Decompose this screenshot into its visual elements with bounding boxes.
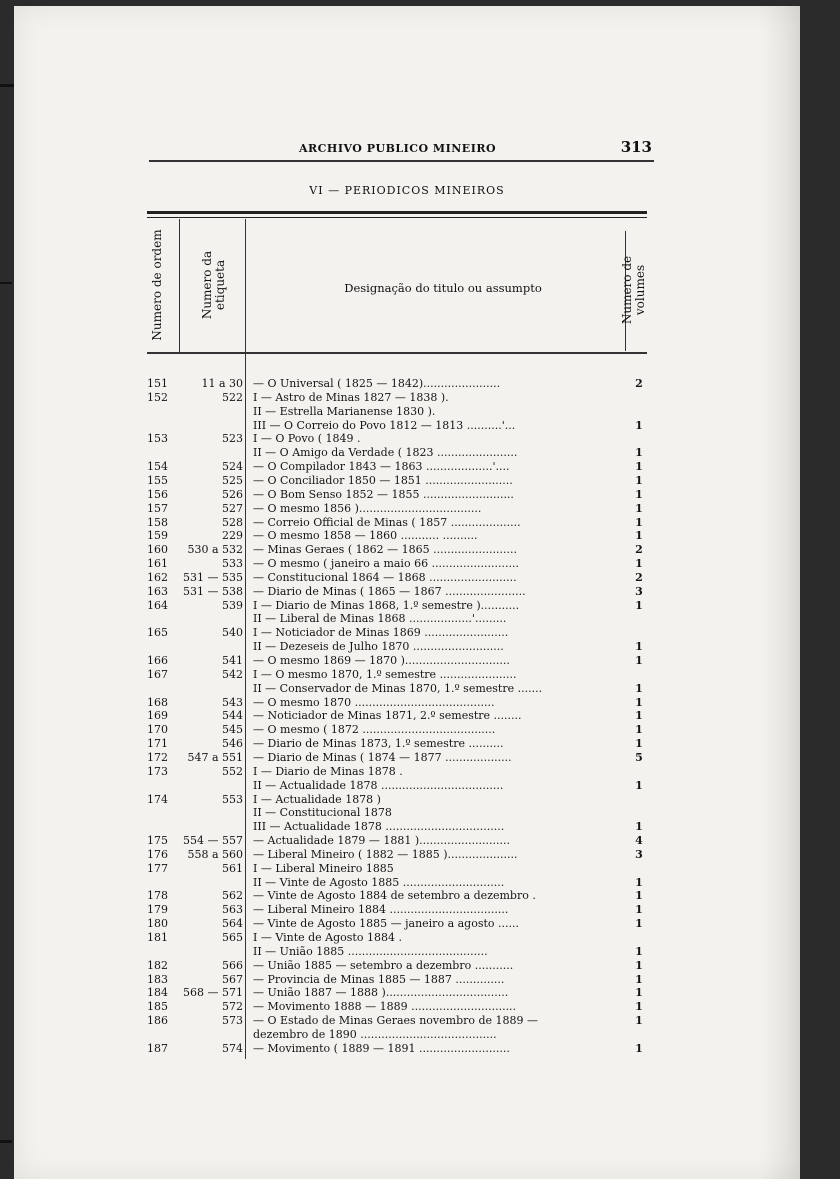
table-row (135, 640, 646, 654)
document-page (14, 6, 800, 1179)
numero-ordem: 172 (147, 750, 168, 764)
table-row (135, 599, 646, 613)
numero-etiqueta: 542 (222, 667, 243, 681)
table-row (135, 876, 646, 890)
numero-etiqueta: 528 (222, 515, 243, 529)
numero-ordem: 163 (147, 584, 168, 598)
designacao: II — O Amigo da Verdade ( 1823 ....................... (253, 446, 518, 460)
designacao: — Actualidade 1879 — 1881 ).......................... (253, 834, 511, 848)
table-row (135, 737, 646, 751)
numero-volumes: 2 (635, 377, 643, 390)
numero-ordem: 186 (147, 1014, 168, 1028)
table-row (135, 848, 646, 862)
designacao: — Liberal Mineiro ( 1882 — 1885 ).................... (253, 847, 518, 861)
numero-ordem: 180 (147, 917, 168, 931)
designacao: — União 1885 — setembro a dezembro ........... (253, 958, 514, 972)
numero-ordem: 159 (147, 529, 168, 543)
numero-etiqueta: 546 (222, 737, 243, 751)
numero-ordem: 165 (147, 626, 168, 640)
numero-ordem: 184 (147, 986, 168, 1000)
numero-volumes: 1 (635, 1014, 643, 1028)
numero-volumes: 3 (635, 584, 643, 598)
designacao: — Diario de Minas ( 1874 — 1877 ................... (253, 750, 512, 764)
designacao: — Diario de Minas ( 1865 — 1867 ....................... (253, 584, 526, 598)
numero-ordem: 187 (147, 1041, 168, 1055)
numero-volumes: 2 (635, 543, 643, 557)
designacao: — Vinte de Agosto 1884 de setembro a dezembro . (253, 889, 536, 903)
table-row (135, 612, 646, 626)
designacao: — O mesmo ( janeiro a maio 66 ......................... (253, 557, 519, 571)
table-row (135, 682, 646, 696)
numero-etiqueta: 563 (222, 903, 243, 917)
designacao: I — O Povo ( 1849 . (253, 432, 361, 446)
numero-volumes: 1 (635, 958, 643, 972)
designacao: — O mesmo 1869 — 1870 ).............................. (253, 654, 510, 667)
designacao: — O mesmo 1856 )................................... (253, 501, 482, 515)
page-number: 313 (620, 138, 652, 156)
numero-etiqueta: 541 (222, 654, 243, 667)
numero-ordem: 167 (147, 667, 168, 681)
designacao: — O Conciliador 1850 — 1851 ......................... (253, 473, 513, 487)
table-row (135, 820, 646, 834)
numero-etiqueta: 562 (222, 889, 243, 903)
table-row (135, 516, 646, 530)
numero-etiqueta: 545 (222, 723, 243, 737)
scan-artifact (0, 282, 12, 284)
numero-etiqueta: 531 — 538 (183, 584, 243, 598)
designacao: dezembro de 1890 ....................................... (253, 1027, 497, 1041)
numero-ordem: 156 (147, 487, 168, 501)
numero-volumes: 1 (635, 487, 643, 501)
table-row (135, 432, 646, 446)
table-row (135, 889, 646, 903)
numero-volumes: 1 (635, 515, 643, 529)
table-row (135, 917, 646, 931)
numero-etiqueta: 524 (222, 460, 243, 474)
numero-volumes: 1 (635, 640, 643, 654)
designacao: II — Constitucional 1878 (253, 806, 392, 820)
numero-ordem: 157 (147, 501, 168, 515)
table-row (135, 557, 646, 571)
designacao: — Noticiador de Minas 1871, 2.º semestre ........ (253, 709, 522, 723)
table-row (135, 391, 646, 405)
numero-ordem: 169 (147, 709, 168, 723)
numero-volumes: 1 (635, 501, 643, 515)
numero-etiqueta: 574 (222, 1041, 243, 1055)
numero-etiqueta: 526 (222, 487, 243, 501)
numero-volumes: 1 (635, 654, 643, 667)
numero-volumes: 1 (635, 778, 643, 792)
table-row (135, 419, 646, 433)
designacao: — Correio Official de Minas ( 1857 .................... (253, 515, 521, 529)
numero-volumes: 1 (635, 820, 643, 834)
table-row (135, 723, 646, 737)
numero-ordem: 161 (147, 557, 168, 571)
numero-volumes: 1 (635, 1000, 643, 1014)
numero-ordem: 171 (147, 737, 168, 751)
table-row (135, 903, 646, 917)
catalog-table (135, 211, 646, 1061)
numero-etiqueta: 229 (222, 529, 243, 543)
numero-volumes: 1 (635, 681, 643, 695)
designacao: I — Diario de Minas 1868, 1.º semestre )........... (253, 598, 520, 612)
table-row (135, 1042, 646, 1056)
table-row (135, 931, 646, 945)
numero-volumes: 1 (635, 889, 643, 903)
table-row (135, 765, 646, 779)
numero-ordem: 158 (147, 515, 168, 529)
table-row (135, 529, 646, 543)
designacao: I — Vinte de Agosto 1884 . (253, 931, 402, 944)
table-row (135, 502, 646, 516)
numero-ordem: 166 (147, 654, 168, 667)
designacao: II — União 1885 ........................................ (253, 944, 488, 958)
numero-etiqueta: 565 (222, 931, 243, 944)
scan-artifact (0, 1140, 12, 1143)
table-row (135, 1000, 646, 1014)
table-row (135, 696, 646, 710)
numero-volumes: 1 (635, 557, 643, 571)
designacao: — O Universal ( 1825 — 1842)...................... (253, 377, 501, 390)
numero-etiqueta: 566 (222, 958, 243, 972)
designacao: — O Estado de Minas Geraes novembro de 1889 — (253, 1014, 539, 1028)
header-designacao: Designação do titulo ou assumpto (344, 281, 542, 295)
running-title: ARCHIVO PUBLICO MINEIRO (299, 142, 497, 155)
numero-ordem: 183 (147, 972, 168, 986)
designacao: — Liberal Mineiro 1884 .................................. (253, 903, 509, 917)
numero-volumes: 1 (635, 1041, 643, 1055)
numero-etiqueta: 572 (222, 1000, 243, 1014)
table-row (135, 806, 646, 820)
numero-volumes: 1 (635, 446, 643, 460)
numero-ordem: 178 (147, 889, 168, 903)
designacao: I — Actualidade 1878 ) (253, 792, 381, 806)
numero-volumes: 1 (635, 709, 643, 723)
numero-volumes: 3 (635, 847, 643, 861)
numero-ordem: 154 (147, 460, 168, 474)
table-row (135, 986, 646, 1000)
numero-volumes: 1 (635, 418, 643, 432)
numero-ordem: 164 (147, 598, 168, 612)
numero-volumes: 1 (635, 598, 643, 612)
designacao: III — O Correio do Povo 1812 — 1813 ..........'... (253, 418, 516, 432)
table-row (135, 779, 646, 793)
designacao: I — Astro de Minas 1827 — 1838 ). (253, 390, 449, 404)
designacao: — O Compilador 1843 — 1863 ...................'.... (253, 460, 510, 474)
numero-volumes: 1 (635, 529, 643, 543)
table-header-rule (147, 352, 647, 354)
numero-ordem: 182 (147, 958, 168, 972)
numero-ordem: 185 (147, 1000, 168, 1014)
designacao: — Provincia de Minas 1885 — 1887 .............. (253, 972, 505, 986)
running-header (149, 140, 654, 162)
numero-volumes: 1 (635, 695, 643, 709)
numero-etiqueta: 533 (222, 557, 243, 571)
numero-ordem: 174 (147, 792, 168, 806)
numero-ordem: 177 (147, 861, 168, 875)
designacao: — O Bom Senso 1852 — 1855 .......................... (253, 487, 514, 501)
designacao: — Diario de Minas 1873, 1.º semestre .......... (253, 737, 504, 751)
table-row (135, 668, 646, 682)
table-row (135, 474, 646, 488)
numero-etiqueta: 558 a 560 (187, 847, 243, 861)
numero-ordem: 151 (147, 377, 168, 390)
table-top-rule (147, 211, 647, 214)
numero-ordem: 175 (147, 834, 168, 848)
numero-volumes: 1 (635, 944, 643, 958)
numero-ordem: 155 (147, 473, 168, 487)
numero-volumes: 1 (635, 986, 643, 1000)
numero-volumes: 1 (635, 737, 643, 751)
numero-etiqueta: 553 (222, 792, 243, 806)
designacao: III — Actualidade 1878 .................................. (253, 820, 505, 834)
table-row (135, 973, 646, 987)
numero-volumes: 1 (635, 903, 643, 917)
designacao: II — Conservador de Minas 1870, 1.º semestre ....... (253, 681, 543, 695)
numero-volumes: 1 (635, 723, 643, 737)
numero-etiqueta: 530 a 532 (187, 543, 243, 557)
table-row (135, 571, 646, 585)
table-row (135, 446, 646, 460)
numero-etiqueta: 540 (222, 626, 243, 640)
designacao: — O mesmo ( 1872 ...................................... (253, 723, 496, 737)
table-row (135, 709, 646, 723)
designacao: — Vinte de Agosto 1885 — janeiro a agosto ...... (253, 917, 520, 931)
numero-ordem: 153 (147, 432, 168, 446)
numero-ordem: 160 (147, 543, 168, 557)
table-row (135, 793, 646, 807)
designacao: II — Dezeseis de Julho 1870 .......................... (253, 640, 504, 654)
table-top-rule-thin (147, 217, 647, 218)
numero-etiqueta: 561 (222, 861, 243, 875)
header-numero-etiqueta: Numero da etiqueta (200, 250, 227, 320)
table-row (135, 751, 646, 765)
numero-etiqueta: 543 (222, 695, 243, 709)
section-title: VI — PERIODICOS MINEIROS (309, 184, 505, 197)
numero-volumes: 2 (635, 570, 643, 584)
designacao: II — Liberal de Minas 1868 ..................'......... (253, 612, 507, 626)
table-row (135, 862, 646, 876)
designacao: II — Actualidade 1878 ................................... (253, 778, 504, 792)
designacao: I — Diario de Minas 1878 . (253, 764, 403, 778)
designacao: — União 1887 — 1888 )................................... (253, 986, 509, 1000)
numero-etiqueta: 544 (222, 709, 243, 723)
numero-etiqueta: 573 (222, 1014, 243, 1028)
table-row (135, 1028, 646, 1042)
numero-volumes: 1 (635, 917, 643, 931)
numero-ordem: 179 (147, 903, 168, 917)
numero-etiqueta: 547 a 551 (187, 750, 243, 764)
numero-ordem: 152 (147, 390, 168, 404)
column-divider (179, 219, 180, 354)
header-numero-volumes: Numero de volumes (620, 255, 647, 325)
numero-etiqueta: 567 (222, 972, 243, 986)
numero-volumes: 1 (635, 972, 643, 986)
designacao: — Movimento 1888 — 1889 .............................. (253, 1000, 517, 1014)
table-row (135, 654, 646, 668)
table-row (135, 543, 646, 557)
table-row (135, 377, 646, 391)
numero-ordem: 176 (147, 847, 168, 861)
designacao: II — Estrella Marianense 1830 ). (253, 404, 436, 418)
numero-volumes: 1 (635, 875, 643, 889)
numero-volumes: 1 (635, 473, 643, 487)
table-row (135, 585, 646, 599)
table-row (135, 626, 646, 640)
designacao: I — Noticiador de Minas 1869 ........................ (253, 626, 509, 640)
numero-ordem: 173 (147, 764, 168, 778)
numero-etiqueta: 527 (222, 501, 243, 515)
header-numero-ordem: Numero de ordem (150, 229, 164, 341)
numero-etiqueta: 554 — 557 (183, 834, 243, 848)
table-row (135, 488, 646, 502)
designacao: I — Liberal Mineiro 1885 (253, 861, 394, 875)
designacao: I — O mesmo 1870, 1.º semestre ...................... (253, 667, 517, 681)
numero-etiqueta: 11 a 30 (201, 377, 243, 390)
table-row (135, 959, 646, 973)
designacao: — Constitucional 1864 — 1868 ......................... (253, 570, 517, 584)
numero-etiqueta: 525 (222, 473, 243, 487)
table-row (135, 1014, 646, 1028)
numero-etiqueta: 564 (222, 917, 243, 931)
numero-etiqueta: 539 (222, 598, 243, 612)
table-row (135, 945, 646, 959)
page-shadow (760, 6, 800, 1179)
designacao: II — Vinte de Agosto 1885 ............................. (253, 875, 505, 889)
numero-etiqueta: 568 — 571 (183, 986, 243, 1000)
table-row (135, 405, 646, 419)
numero-etiqueta: 552 (222, 764, 243, 778)
numero-ordem: 181 (147, 931, 168, 944)
table-row (135, 460, 646, 474)
numero-etiqueta: 523 (222, 432, 243, 446)
numero-ordem: 168 (147, 695, 168, 709)
table-row (135, 834, 646, 848)
numero-etiqueta: 531 — 535 (183, 570, 243, 584)
numero-volumes: 4 (635, 834, 643, 848)
numero-etiqueta: 522 (222, 390, 243, 404)
designacao: — Movimento ( 1889 — 1891 .......................... (253, 1041, 510, 1055)
numero-ordem: 170 (147, 723, 168, 737)
designacao: — Minas Geraes ( 1862 — 1865 ........................ (253, 543, 518, 557)
numero-ordem: 162 (147, 570, 168, 584)
numero-volumes: 1 (635, 460, 643, 474)
designacao: — O mesmo 1858 — 1860 ........... .......... (253, 529, 478, 543)
numero-volumes: 5 (635, 750, 643, 764)
designacao: — O mesmo 1870 ........................................ (253, 695, 495, 709)
